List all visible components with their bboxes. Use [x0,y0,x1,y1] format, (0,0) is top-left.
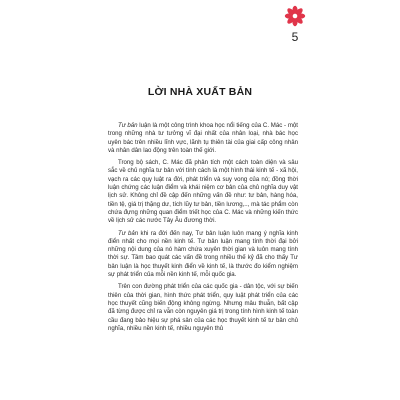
paragraph-1 [108,122,298,155]
paragraph-4-text: Trên con đường phát triển của các quốc gia - dân tộc, với sự biến thiên của thời gian, hình thức phát triển, quy luật phát triển của các học thuyết cũng biến động không ngừng. Nhưng mâu thuẫn, bất cập đã từng được chỉ ra vẫn còn nguyên giá trị trong tính hình kinh tế toàn cầu đang bảo hiệu sự phá sản của các học thuyết kinh tế tư bản chủ nghĩa, nhiều nền kinh tế, nhiều nguyên thủ [108,283,298,332]
paragraph-2-text: Trong bộ sách, C. Mác đã phân tích một cách toàn diện và sâu sắc về chủ nghĩa tư bản với tính cách là một hình thái kinh tế - xã hội, vạch ra các quy luật ra đời, phát triển và suy vong của nó; đồng thời luận chứng các luận điểm và khái niệm cơ bản của chủ nghĩa duy vật lịch sử. Không chỉ đề cập đến những vấn đề như: tư bản, hàng hóa, tiền tệ, giá trị thặng dư, tích lũy tư bản, tiền lương,.., mà tác phẩm còn chứa đựng những quan điểm triết học của C. Mác và những kiến thức về lịch sử các nước Tây Âu đương thời. [108,159,298,225]
paragraph-3-text: khi ra đời đến nay, Tư bản luận luôn mang ý nghĩa kinh điển nhất cho mọi nền kinh tế. Tư bản luận mang tính thời đại bởi những nội dung của nó hàm chứa xuyên thời gian và luôn mang tính thời sự. Tầm bao quát các vấn đề trong nhiều thế kỷ đã cho thấy Tư bản luận là học thuyết kinh điển về kinh tế, là thước đo kiểm nghiệm sự phát triển của mỗi nền kinh tế, mỗi quốc gia. [108,229,298,279]
flower-center [293,14,298,19]
paragraph-1-lead: Tư bản [118,122,138,129]
page-number: 5 [291,30,299,44]
paragraph-2 [108,159,298,225]
paragraph-1-text: luận là một công trình khoa học nổi tiếng của C. Mác - một trong những nhà tư tưởng vĩ đại nhất của nhân loại, nhà bác học uyên bác trên nhiều lĩnh vực, lãnh tụ thiên tài của giai cấp công nhân và nhân dân lao động trên toàn thế giới. [108,122,298,154]
paragraph-3-lead: Tư bản [118,229,139,237]
paragraph-4 [108,283,298,333]
body-text [108,122,298,333]
red-flower-icon [284,5,306,27]
section-heading: LỜI NHÀ XUẤT BẢN [147,86,253,98]
paragraph-3 [108,230,298,280]
